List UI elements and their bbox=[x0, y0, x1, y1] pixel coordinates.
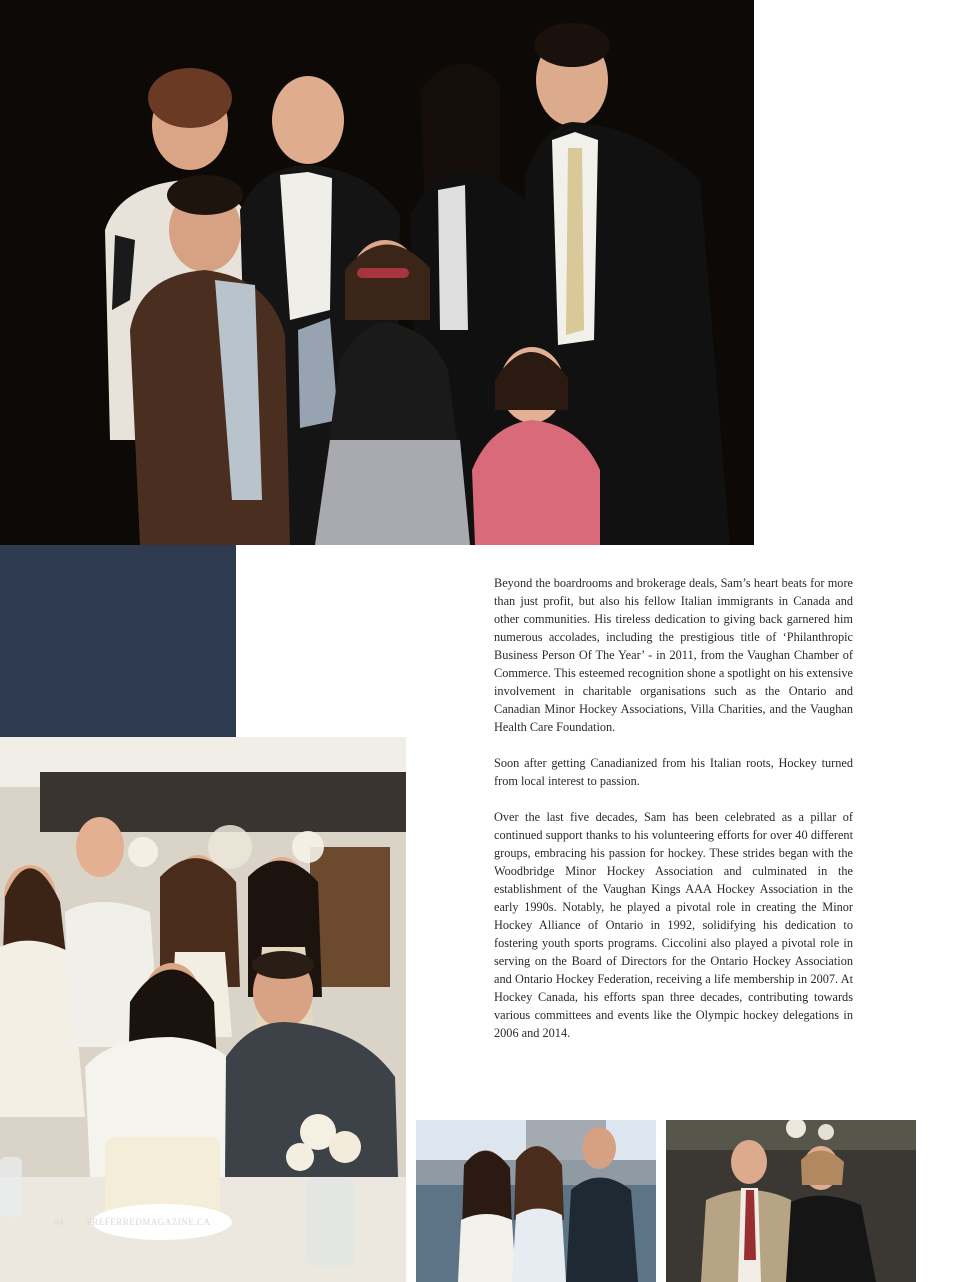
page-number: 84 bbox=[54, 1217, 64, 1227]
waterfront-photo bbox=[416, 1120, 656, 1282]
article-body bbox=[494, 574, 853, 1060]
page-footer bbox=[54, 1217, 231, 1227]
article-paragraph-1: Beyond the boardrooms and brokerage deals, Sam’s heart beats for more than just profit, but also his fellow Italian immigrants in Canada and other communities. His tireless dedication to giving back garnered him numerous accolades, including the prestigious title of ‘Philanthropic Business Person Of The Year’ - in 2011, from the Vaughan Chamber of Commerce. This esteemed recognition shone a spotlight on his extensive involvement in charitable organisations such as the Ontario and Canadian Minor Hockey Associations, Villa Charities, and the Vaughan Health Care Foundation. bbox=[494, 576, 853, 734]
magazine-url: PREFERREDMAGAZINE.CA bbox=[86, 1217, 211, 1227]
anniversary-dinner-photo bbox=[0, 737, 406, 1282]
navy-color-block bbox=[0, 545, 236, 737]
article-paragraph-3: Over the last five decades, Sam has been celebrated as a pillar of continued support thanks to his volunteering efforts for over 40 different groups, embracing his passion for hockey. These strides began with the Woodbridge Minor Hockey Association and culminated in the establishment of the Vaughan Kings AAA Hockey Association in the early 1990s. Notably, he played a pivotal role in creating the Minor Hockey Alliance of Ontario in 1992, solidifying his dedication to fostering youth sports programs. Ciccolini also played a pivotal role in serving on the Board of Directors for the Ontario Hockey Association and Ontario Hockey Federation, receiving a life membership in 2007. At Hockey Canada, his efforts span three decades, contributing towards various committees and events like the Olympic hockey delegations in 2006 and 2014. bbox=[494, 810, 853, 1040]
article-paragraph-2: Soon after getting Canadianized from his Italian roots, Hockey turned from local interest to passion. bbox=[494, 756, 853, 788]
family-award-photo bbox=[0, 0, 754, 545]
couple-photo bbox=[666, 1120, 916, 1282]
